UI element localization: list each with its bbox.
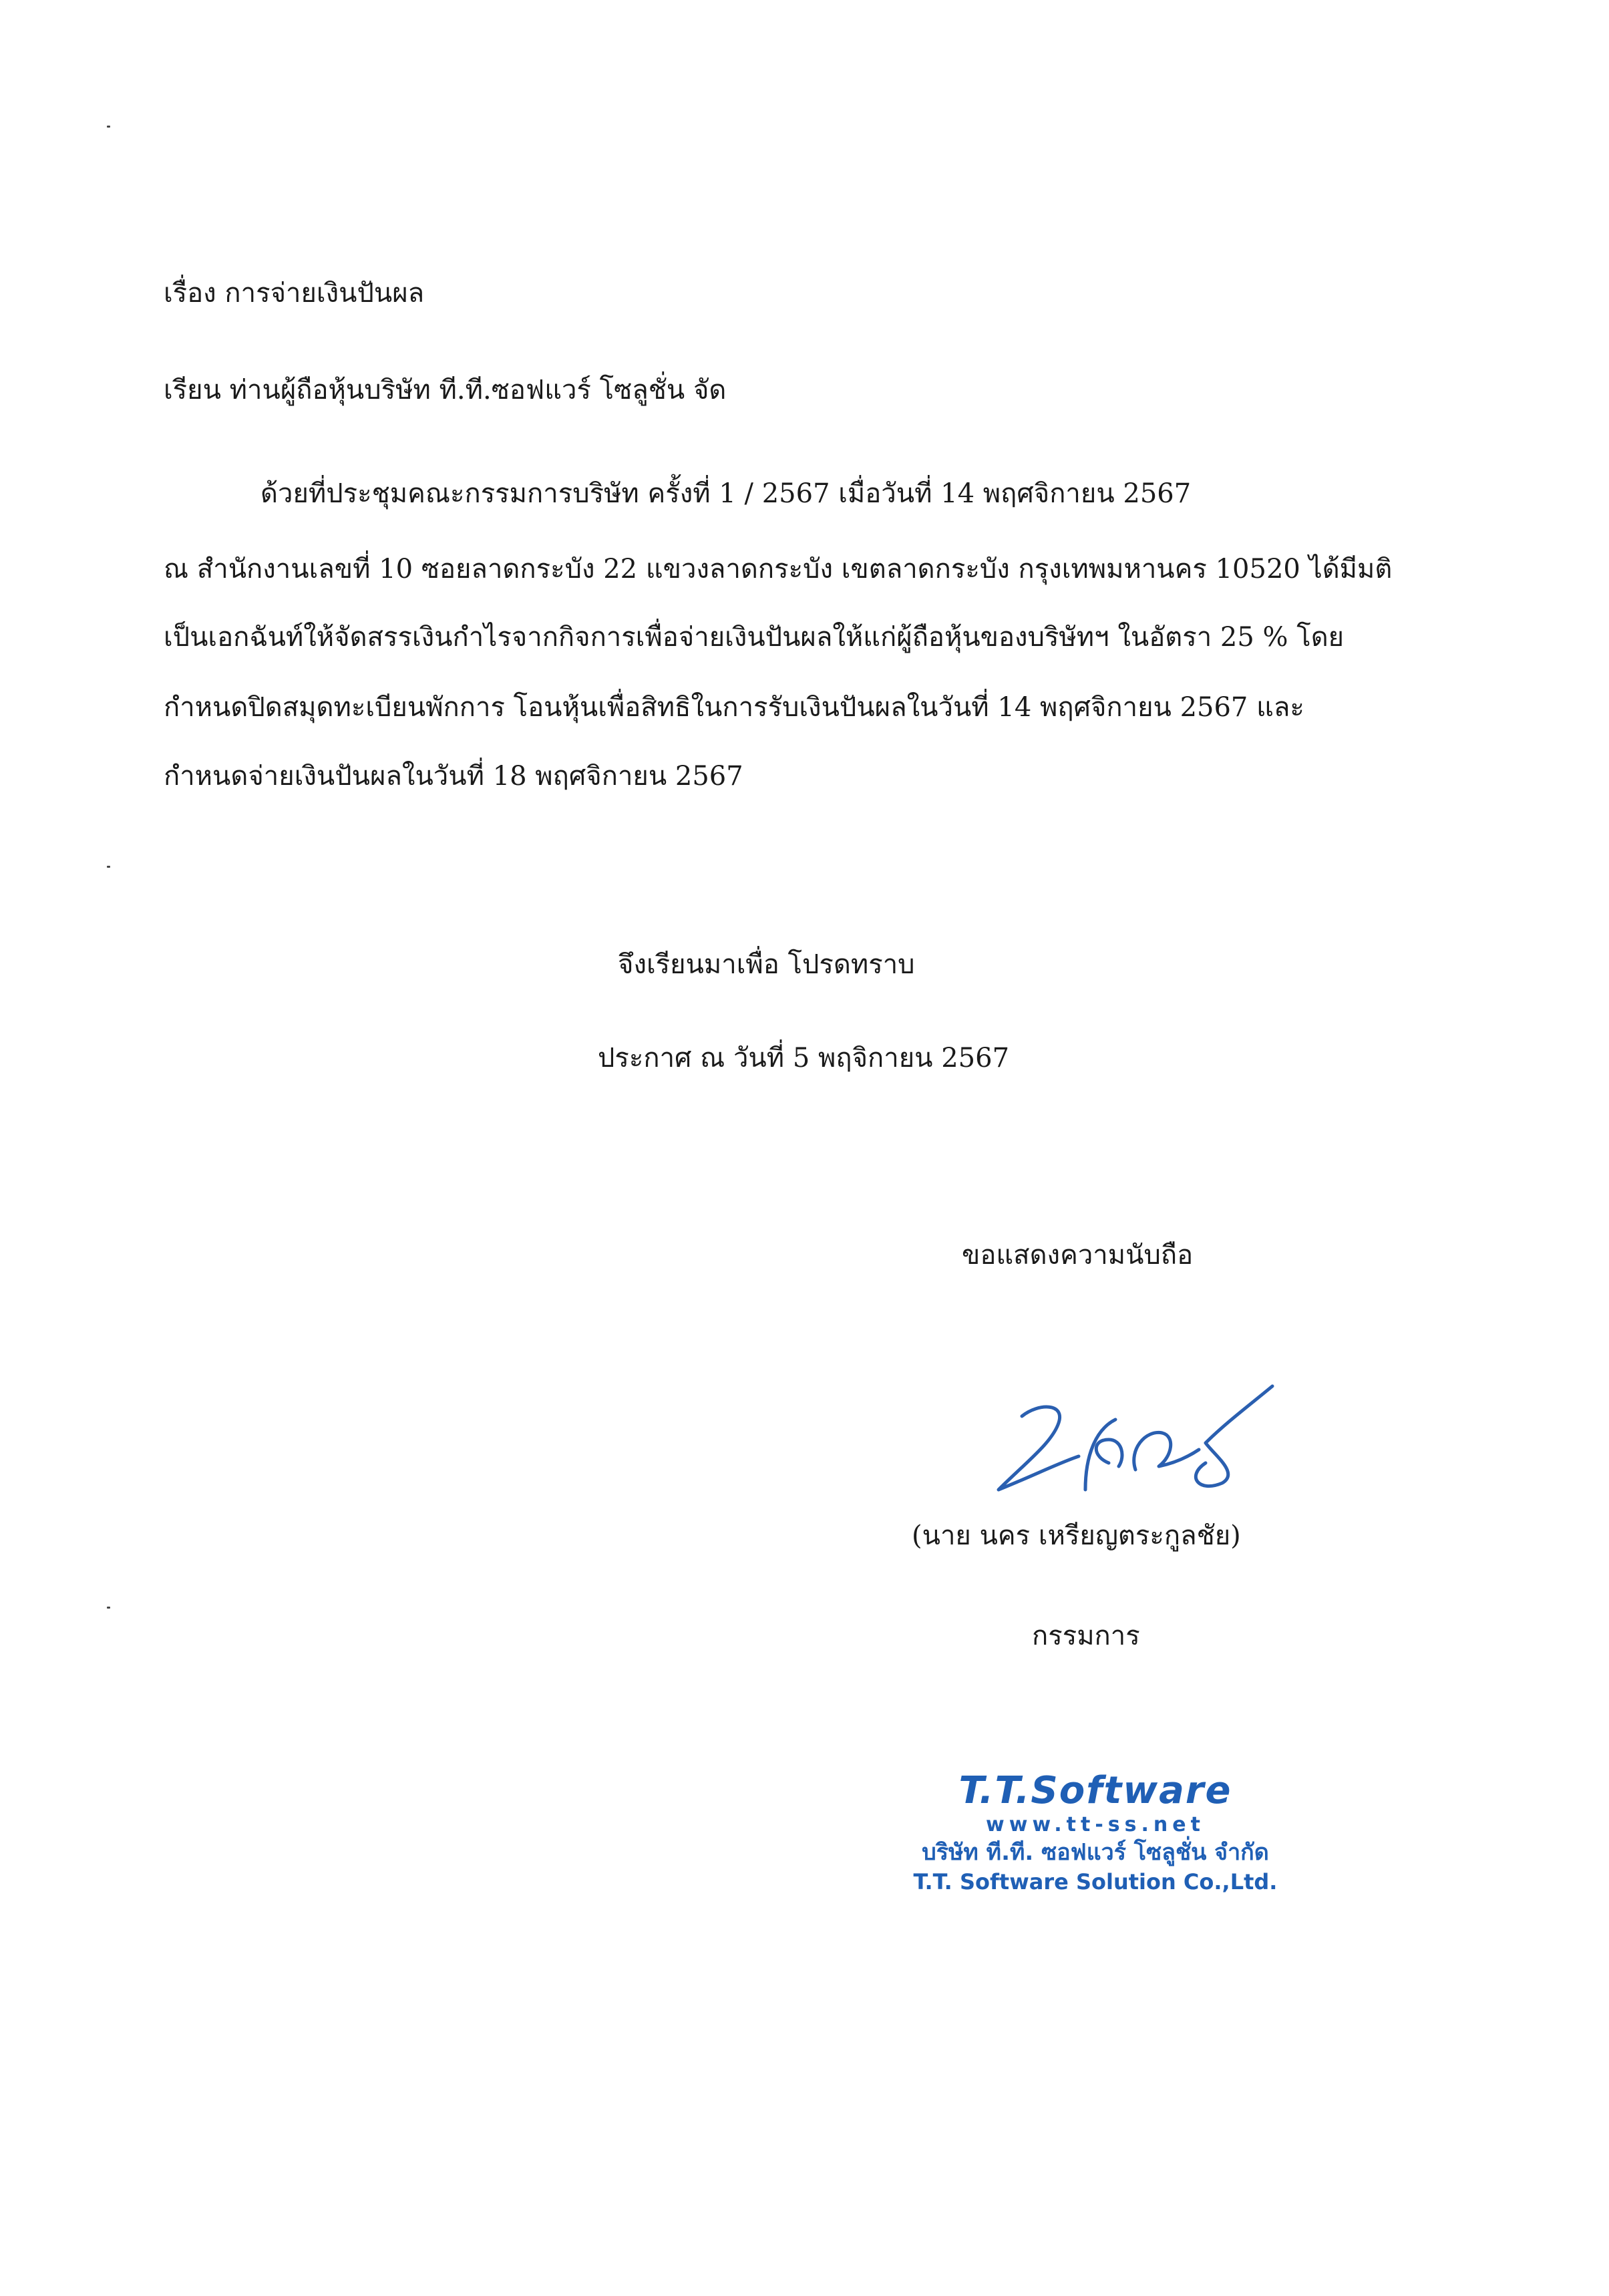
stamp-url: www.tt-ss.net <box>986 1812 1205 1836</box>
stamp-company-english: T.T. Software Solution Co.,Ltd. <box>913 1869 1278 1895</box>
punch-mark-middle <box>107 866 110 868</box>
body-line-1: ด้วยที่ประชุมคณะกรรมการบริษัท ครั้งที่ 1 / 2567 เมื่อวันที่ 14 พฤศจิกายน 2567 <box>260 478 1192 509</box>
punch-mark-top <box>107 126 110 128</box>
body-line-4: กำหนดปิดสมุดทะเบียนพักการ โอนหุ้นเพื่อสิทธิในการรับเงินปันผลในวันที่ 14 พฤศจิกายน 2567 และ <box>164 692 1304 723</box>
company-stamp <box>868 1770 1322 1897</box>
announcement-date: ประกาศ ณ วันที่ 5 พฤจิกายน 2567 <box>598 1043 1010 1074</box>
letter-subject: เรื่อง การจ่ายเงินปันผล <box>164 278 425 309</box>
closing-line: จึงเรียนมาเพื่อ โปรดทราบ <box>618 949 915 980</box>
signer-position: กรรมการ <box>1032 1621 1140 1651</box>
letter-salutation: เรียน ท่านผู้ถือหุ้นบริษัท ที.ที.ซอฟแวร์ โซลูชั่น จัด <box>164 375 727 405</box>
stamp-company-thai: บริษัท ที.ที. ซอฟแวร์ โซลูชั่น จำกัด <box>922 1838 1269 1866</box>
body-line-2: ณ สำนักงานเลขที่ 10 ซอยลาดกระบัง 22 แขวงลาดกระบัง เขตลาดกระบัง กรุงเทพมหานคร 10520 ได้มีมติ <box>164 554 1393 585</box>
handwritten-signature <box>985 1376 1279 1503</box>
body-line-3: เป็นเอกฉันท์ให้จัดสรรเงินกำไรจากกิจการเพื่อจ่ายเงินปันผลให้แก่ผู้ถือหุ้นของบริษัทฯ ในอัตรา 25 % โดย <box>164 622 1345 653</box>
stamp-brand: T.T.Software <box>958 1769 1232 1812</box>
regards-line: ขอแสดงความนับถือ <box>962 1240 1194 1271</box>
signer-name: (นาย นคร เหรียญตระกูลชัย) <box>912 1520 1241 1551</box>
punch-mark-bottom <box>107 1607 110 1609</box>
body-line-5: กำหนดจ่ายเงินปันผลในวันที่ 18 พฤศจิกายน 2567 <box>164 761 743 792</box>
